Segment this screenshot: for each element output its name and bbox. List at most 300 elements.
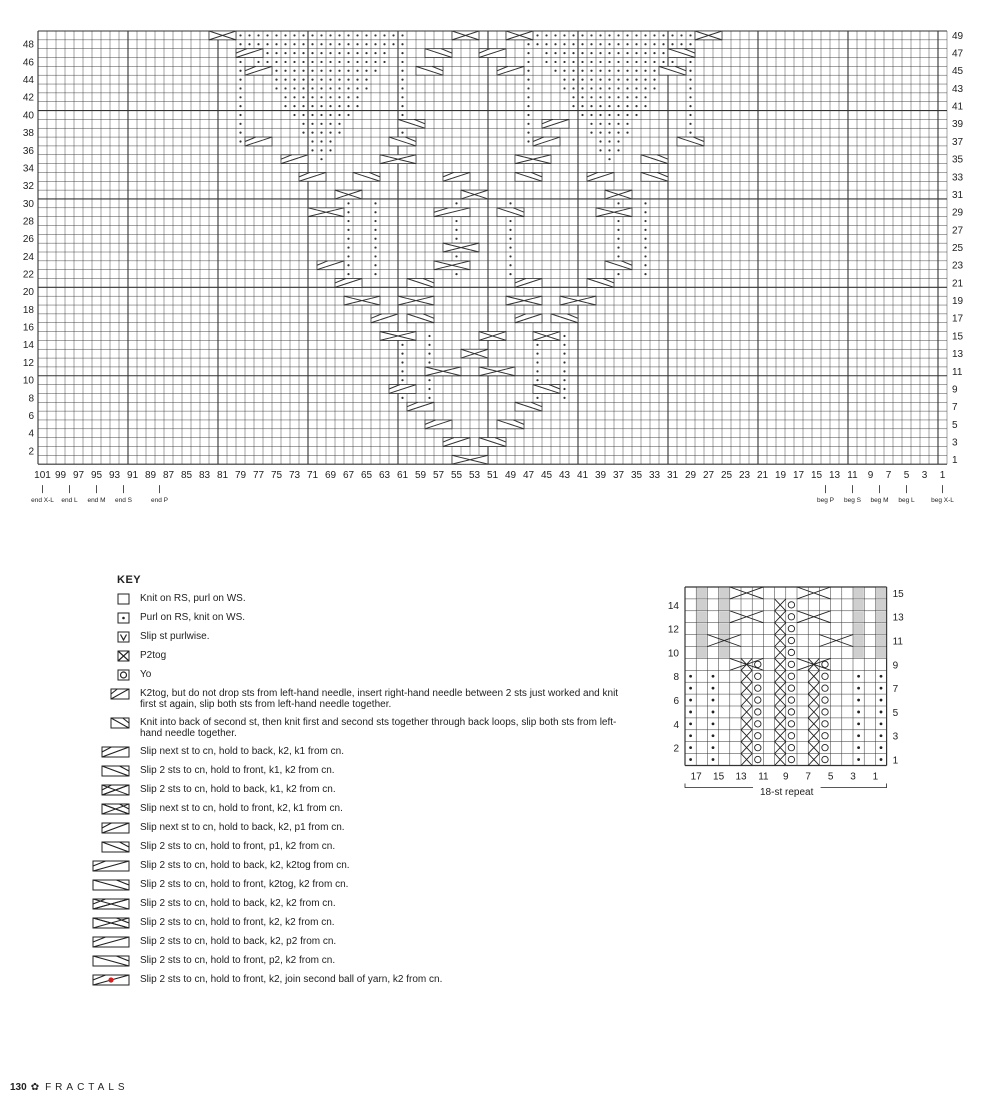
purl-dot <box>347 34 349 36</box>
purl-dot <box>880 758 883 761</box>
purl-dot <box>365 52 367 54</box>
purl-dot <box>536 43 538 45</box>
purl-dot <box>590 34 592 36</box>
purl-dot <box>527 123 529 125</box>
column-label: 67 <box>342 470 355 482</box>
purl-dot <box>320 34 322 36</box>
purl-dot <box>338 70 340 72</box>
column-label: 57 <box>432 470 445 482</box>
purl-dot <box>662 52 664 54</box>
size-marker: end P <box>151 497 168 505</box>
purl-dot <box>635 105 637 107</box>
purl-dot <box>401 379 403 381</box>
key-item-text: Purl on RS, knit on WS. <box>140 612 246 623</box>
purl-dot <box>338 52 340 54</box>
purl-dot <box>374 273 376 275</box>
purl-dot <box>383 34 385 36</box>
purl-dot <box>635 70 637 72</box>
row-label: 8 <box>28 393 34 405</box>
yo-mark <box>822 685 828 691</box>
purl-dot <box>401 96 403 98</box>
p2tog-mark <box>808 718 819 730</box>
purl-dot <box>590 79 592 81</box>
purl-dot <box>329 61 331 63</box>
yo-mark <box>788 661 794 667</box>
purl-dot <box>590 105 592 107</box>
purl-dot <box>401 114 403 116</box>
purl-dot <box>374 70 376 72</box>
row-label: 23 <box>952 260 964 272</box>
purl-dot <box>626 43 628 45</box>
purl-dot <box>302 70 304 72</box>
row-label: 39 <box>952 119 964 131</box>
purl-dot <box>581 87 583 89</box>
purl-dot <box>599 114 601 116</box>
purl-dot <box>401 105 403 107</box>
purl-dot <box>608 140 610 142</box>
p2tog-mark <box>808 742 819 754</box>
purl-dot <box>689 123 691 125</box>
purl-dot <box>275 34 277 36</box>
column-label: 27 <box>702 470 715 482</box>
cable-2-2-purl-right-icon <box>93 937 129 947</box>
cable-k2tog-left-icon <box>93 880 129 890</box>
purl-dot <box>608 79 610 81</box>
purl-dot <box>428 335 430 337</box>
purl-dot <box>311 87 313 89</box>
purl-dot <box>311 79 313 81</box>
purl-dot <box>599 96 601 98</box>
purl-dot <box>563 335 565 337</box>
purl-dot <box>284 61 286 63</box>
column-label: 17 <box>690 771 702 783</box>
purl-dot <box>689 699 692 702</box>
purl-dot <box>608 34 610 36</box>
purl-dot <box>590 52 592 54</box>
cable-cross <box>797 587 831 599</box>
size-marker: end S <box>115 497 132 505</box>
shaded-cell <box>854 599 864 610</box>
purl-dot <box>302 96 304 98</box>
purl-dot <box>536 397 538 399</box>
purl-dot <box>653 61 655 63</box>
column-label: 47 <box>522 470 535 482</box>
purl-dot <box>608 123 610 125</box>
purl-dot <box>383 52 385 54</box>
purl-dot <box>572 61 574 63</box>
row-label: 1 <box>892 755 899 767</box>
purl-dot <box>608 52 610 54</box>
purl-dot <box>572 34 574 36</box>
purl-dot <box>401 43 403 45</box>
purl-dot <box>563 79 565 81</box>
p2tog-mark <box>775 635 786 647</box>
purl-dot <box>527 96 529 98</box>
cable-1-2-right-icon <box>102 785 129 795</box>
purl-dot <box>302 61 304 63</box>
yo-mark <box>788 649 794 655</box>
v-square-icon <box>118 632 129 642</box>
key-item-text: Slip 2 sts to cn, hold to back, k1, k2 from cn. <box>140 784 336 795</box>
p2tog-mark <box>808 682 819 694</box>
column-label: 41 <box>576 470 589 482</box>
column-label: 99 <box>54 470 67 482</box>
purl-dot <box>653 43 655 45</box>
row-label: 42 <box>22 92 34 104</box>
purl-dot <box>608 149 610 151</box>
purl-dot <box>374 246 376 248</box>
purl-dot <box>374 238 376 240</box>
purl-dot <box>712 758 715 761</box>
column-label: 15 <box>713 771 725 783</box>
purl-dot <box>644 273 646 275</box>
purl-dot <box>320 140 322 142</box>
p2tog-mark <box>775 599 786 611</box>
purl-dot <box>599 79 601 81</box>
purl-dot <box>563 388 565 390</box>
column-label: 51 <box>486 470 499 482</box>
purl-dot <box>401 52 403 54</box>
p2tog-mark <box>775 694 786 706</box>
size-marker: end M <box>87 497 106 505</box>
cable-cross <box>730 611 764 623</box>
purl-dot <box>374 43 376 45</box>
yo-mark <box>822 661 828 667</box>
purl-dot <box>608 43 610 45</box>
book-title: FRACTALS <box>45 1082 129 1093</box>
shaded-cell <box>697 635 707 646</box>
purl-dot <box>689 79 691 81</box>
shaded-cell <box>854 588 864 599</box>
purl-dot <box>617 96 619 98</box>
purl-dot <box>545 43 547 45</box>
row-label: 16 <box>22 322 34 334</box>
purl-dot <box>712 675 715 678</box>
purl-dot <box>880 734 883 737</box>
purl-dot <box>563 397 565 399</box>
key-item-text: Slip 2 sts to cn, hold to back, k2, p2 from cn. <box>140 936 337 947</box>
purl-dot <box>572 105 574 107</box>
purl-dot <box>374 211 376 213</box>
purl-dot <box>365 61 367 63</box>
yo-mark <box>788 721 794 727</box>
row-label: 2 <box>28 446 34 458</box>
purl-dot <box>302 105 304 107</box>
purl-dot <box>590 132 592 134</box>
row-label: 43 <box>952 83 964 95</box>
purl-dot <box>653 52 655 54</box>
purl-dot <box>617 52 619 54</box>
purl-dot <box>857 699 860 702</box>
purl-dot <box>680 43 682 45</box>
purl-dot <box>563 70 565 72</box>
purl-dot <box>527 132 529 134</box>
purl-dot <box>644 264 646 266</box>
purl-dot <box>401 34 403 36</box>
purl-dot <box>356 70 358 72</box>
purl-dot <box>509 264 511 266</box>
yo-mark <box>788 673 794 679</box>
purl-dot <box>689 114 691 116</box>
row-label: 7 <box>892 684 899 696</box>
purl-dot <box>635 87 637 89</box>
column-label: 43 <box>558 470 571 482</box>
purl-dot <box>275 87 277 89</box>
x-square-icon <box>118 651 129 661</box>
column-label: 23 <box>738 470 751 482</box>
purl-dot <box>239 43 241 45</box>
column-label: 59 <box>414 470 427 482</box>
purl-dot <box>401 61 403 63</box>
purl-dot <box>590 70 592 72</box>
p2tog-mark <box>741 670 752 682</box>
shaded-cell <box>719 611 729 622</box>
row-label: 25 <box>952 243 964 254</box>
yo-mark <box>788 614 794 620</box>
column-label: 15 <box>810 470 823 482</box>
purl-dot <box>266 61 268 63</box>
purl-dot <box>617 255 619 257</box>
purl-dot <box>428 397 430 399</box>
purl-dot <box>617 87 619 89</box>
row-label: 34 <box>22 163 34 175</box>
purl-dot <box>266 34 268 36</box>
purl-dot <box>554 43 556 45</box>
purl-dot <box>374 202 376 204</box>
purl-dot <box>644 202 646 204</box>
purl-dot <box>644 96 646 98</box>
purl-dot <box>428 344 430 346</box>
p2tog-mark <box>808 754 819 766</box>
purl-dot <box>689 687 692 690</box>
cable-cross <box>797 658 831 670</box>
column-label: 13 <box>735 771 747 783</box>
column-label: 35 <box>630 470 643 482</box>
yo-mark <box>755 685 761 691</box>
cable-cross <box>797 611 831 623</box>
purl-dot <box>329 123 331 125</box>
purl-dot <box>626 96 628 98</box>
purl-dot <box>374 61 376 63</box>
purl-dot <box>329 52 331 54</box>
purl-dot <box>581 79 583 81</box>
row-label: 45 <box>952 66 964 78</box>
purl-dot <box>374 220 376 222</box>
purl-dot <box>338 87 340 89</box>
purl-dot <box>644 220 646 222</box>
dot-square-icon <box>118 613 129 623</box>
cable-cross <box>730 658 764 670</box>
purl-dot <box>329 105 331 107</box>
purl-dot <box>302 114 304 116</box>
purl-dot <box>293 52 295 54</box>
purl-dot <box>320 61 322 63</box>
purl-dot <box>509 229 511 231</box>
column-label: 11 <box>758 771 769 783</box>
yo-mark <box>755 733 761 739</box>
main-chart-column-labels <box>34 470 946 481</box>
row-label: 49 <box>952 30 964 42</box>
purl-dot <box>545 34 547 36</box>
key-item-text: Slip 2 sts to cn, hold to front, p1, k2 from cn. <box>140 841 336 852</box>
purl-dot <box>509 255 511 257</box>
row-label: 12 <box>667 624 679 636</box>
p2tog-mark <box>775 718 786 730</box>
purl-dot <box>320 52 322 54</box>
key-title: KEY <box>117 574 142 586</box>
purl-dot <box>284 79 286 81</box>
purl-dot <box>712 722 715 725</box>
purl-dot <box>608 132 610 134</box>
purl-dot <box>401 79 403 81</box>
purl-dot <box>527 61 529 63</box>
purl-dot <box>689 34 691 36</box>
row-label: 19 <box>952 296 964 308</box>
purl-dot <box>311 96 313 98</box>
shaded-cell <box>876 635 886 646</box>
purl-dot <box>572 70 574 72</box>
row-label: 8 <box>673 672 679 684</box>
column-label: 17 <box>792 470 805 482</box>
p2tog-mark <box>741 742 752 754</box>
purl-dot <box>338 34 340 36</box>
purl-dot <box>401 353 403 355</box>
purl-dot <box>581 43 583 45</box>
column-label: 63 <box>378 470 391 482</box>
purl-dot <box>572 43 574 45</box>
key-item-text: Knit into back of second st, then knit first and second sts together through back loops, slip both sts from left-hand needle together. <box>140 717 617 739</box>
purl-dot <box>338 105 340 107</box>
purl-dot <box>689 132 691 134</box>
purl-dot <box>617 246 619 248</box>
purl-dot <box>572 52 574 54</box>
size-marker: end L <box>61 497 78 505</box>
purl-dot <box>347 238 349 240</box>
purl-dot <box>626 52 628 54</box>
purl-dot <box>635 79 637 81</box>
purl-dot <box>356 79 358 81</box>
yo-mark <box>822 756 828 762</box>
purl-dot <box>644 34 646 36</box>
row-label: 13 <box>892 612 904 624</box>
yo-mark <box>822 697 828 703</box>
purl-dot <box>257 61 259 63</box>
row-label: 11 <box>892 636 903 648</box>
purl-dot <box>581 34 583 36</box>
purl-dot <box>857 711 860 714</box>
key-item-text: Slip 2 sts to cn, hold to front, k2, join second ball of yarn, k2 from cn. <box>140 974 443 985</box>
purl-dot <box>320 123 322 125</box>
purl-dot <box>712 746 715 749</box>
purl-dot <box>293 105 295 107</box>
main-chart-row-labels-right <box>952 31 964 466</box>
purl-dot <box>329 114 331 116</box>
purl-dot <box>356 61 358 63</box>
p2tog-mark <box>741 694 752 706</box>
cable-k2tog-right-icon <box>93 861 129 871</box>
yo-mark <box>788 637 794 643</box>
purl-dot <box>347 273 349 275</box>
purl-dot <box>554 34 556 36</box>
purl-dot <box>374 229 376 231</box>
size-marker: beg M <box>870 497 889 505</box>
purl-dot <box>644 79 646 81</box>
ssk-slip-icon <box>111 718 129 728</box>
purl-dot <box>581 70 583 72</box>
key-item-text: Knit on RS, purl on WS. <box>140 593 246 604</box>
purl-dot <box>509 202 511 204</box>
purl-dot <box>356 43 358 45</box>
cable-2-1-left-icon <box>102 804 129 814</box>
purl-dot <box>347 52 349 54</box>
purl-dot <box>338 79 340 81</box>
purl-dot <box>590 61 592 63</box>
purl-dot <box>455 273 457 275</box>
purl-dot <box>617 273 619 275</box>
purl-dot <box>356 87 358 89</box>
purl-dot <box>401 370 403 372</box>
purl-dot <box>635 34 637 36</box>
purl-dot <box>365 70 367 72</box>
p2tog-mark <box>741 682 752 694</box>
purl-dot <box>293 79 295 81</box>
p2tog-mark <box>775 623 786 635</box>
column-label: 3 <box>850 771 856 783</box>
purl-dot <box>527 114 529 116</box>
purl-dot <box>311 149 313 151</box>
purl-dot <box>608 61 610 63</box>
purl-dot <box>257 43 259 45</box>
yo-mark <box>755 744 761 750</box>
purl-dot <box>509 220 511 222</box>
purl-dot <box>599 87 601 89</box>
purl-dot <box>599 34 601 36</box>
symbol-dot <box>122 617 125 620</box>
purl-dot <box>293 34 295 36</box>
purl-dot <box>311 123 313 125</box>
p2tog-mark <box>808 694 819 706</box>
purl-dot <box>644 211 646 213</box>
column-label: 13 <box>828 470 841 482</box>
row-label: 22 <box>22 269 34 281</box>
purl-dot <box>311 52 313 54</box>
purl-dot <box>365 34 367 36</box>
shaded-cell <box>697 599 707 610</box>
row-label: 27 <box>952 225 964 237</box>
key-symbol-icons <box>93 594 129 985</box>
purl-dot <box>644 70 646 72</box>
purl-dot <box>239 70 241 72</box>
purl-dot <box>347 105 349 107</box>
purl-dot <box>329 43 331 45</box>
column-label: 21 <box>756 470 769 482</box>
purl-dot <box>608 87 610 89</box>
purl-dot <box>347 87 349 89</box>
purl-dot <box>365 87 367 89</box>
column-label: 87 <box>162 470 175 482</box>
purl-dot <box>293 43 295 45</box>
key-item-text: Slip 2 sts to cn, hold to front, k2tog, k2 from cn. <box>140 879 349 890</box>
shaded-cell <box>719 588 729 599</box>
column-label: 45 <box>540 470 553 482</box>
yo-mark <box>755 709 761 715</box>
p2tog-mark <box>775 742 786 754</box>
purl-dot <box>880 675 883 678</box>
row-label: 6 <box>673 696 679 707</box>
purl-dot <box>509 246 511 248</box>
purl-dot <box>689 105 691 107</box>
purl-dot <box>545 61 547 63</box>
